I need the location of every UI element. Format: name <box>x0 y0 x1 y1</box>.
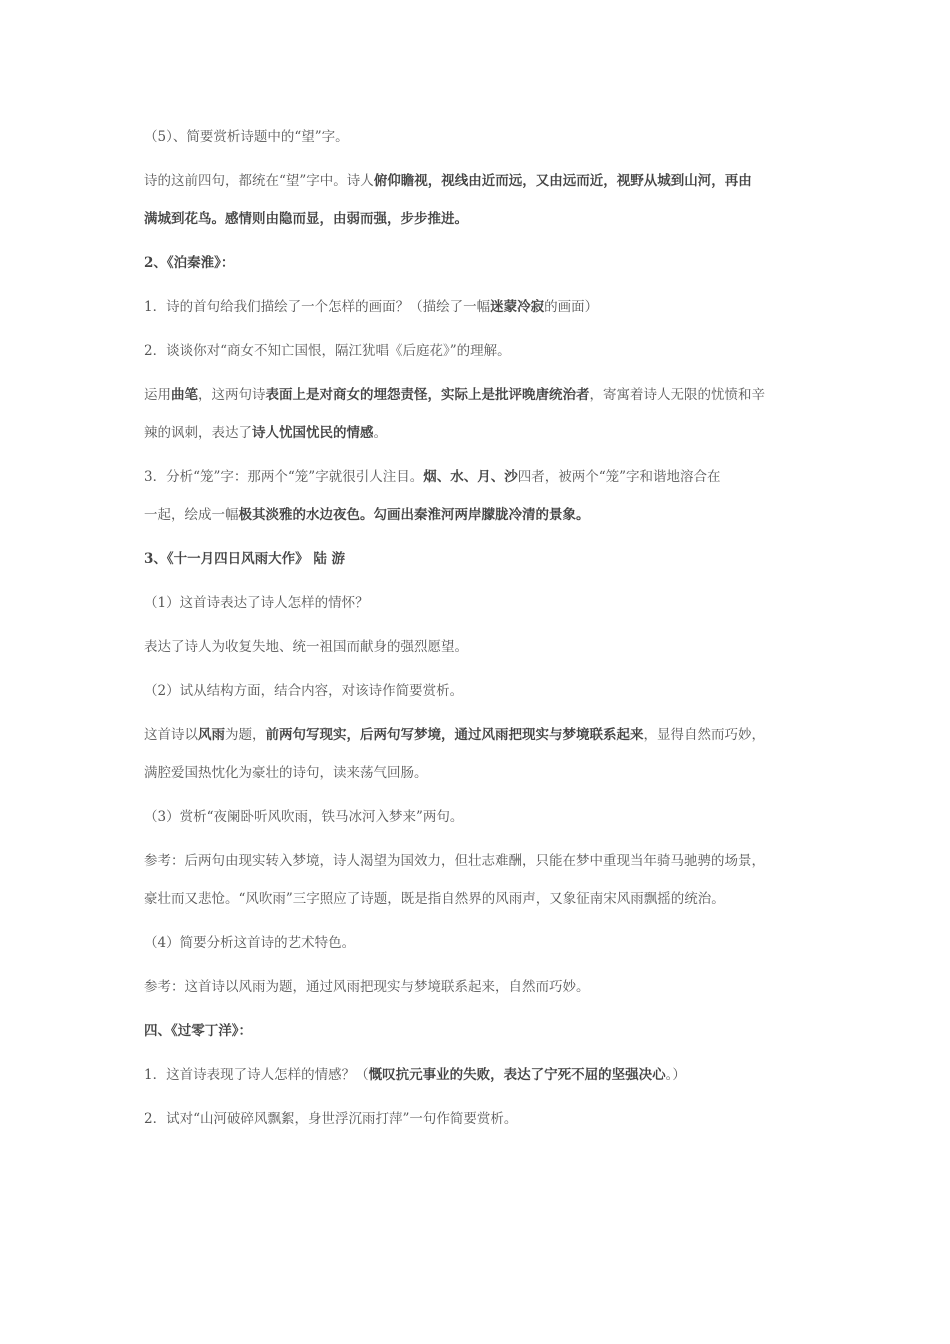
bold-text: 前两句写现实，后两句写梦境，通过风雨把现实与梦境联系起来 <box>265 727 644 743</box>
text-run: 。） <box>665 1067 686 1083</box>
document-paragraph <box>144 850 808 926</box>
bold-text: 表面上是对商女的埋怨责怪，实际上是批评晚唐统治者 <box>265 387 590 403</box>
bold-text: 极其淡雅的水边夜色。勾画出秦淮河两岸朦胧冷清的景象。 <box>238 507 590 523</box>
text-run: 3．分析“笼”字：那两个“笼”字就很引人注目。 <box>144 469 424 485</box>
bold-text: 满城到花鸟。感情则由隐而显，由弱而强，步步推进。 <box>144 211 468 227</box>
text-run: （5）、简要赏析诗题中的“望”字。 <box>144 129 349 145</box>
text-run: 诗的这前四句，都统在“望”字中。诗人 <box>144 173 374 189</box>
paragraph-row <box>144 170 808 208</box>
bold-text: 曲笔 <box>171 387 198 403</box>
text-run: 一起，绘成一幅 <box>144 507 239 523</box>
paragraph-row <box>144 384 808 422</box>
document-line <box>144 1020 808 1064</box>
paragraph-row <box>144 850 808 888</box>
document-paragraph <box>144 170 808 246</box>
paragraph-row <box>144 724 808 762</box>
text-run: 辣的讽刺，表达了 <box>144 425 252 441</box>
text-run: 豪壮而又悲怆。“风吹雨”三字照应了诗题，既是指自然界的风雨声，又象征南宋风雨飘摇的统治。 <box>144 891 725 907</box>
text-run: 四者，被两个“笼”字和谐地溶合在 <box>517 469 721 485</box>
document-paragraph <box>144 724 808 800</box>
text-run: 。 <box>373 425 387 441</box>
bold-text: 3、《十一月四日风雨大作》 陆 游 <box>144 551 346 567</box>
bold-text: 慨叹抗元事业的失败，表达了宁死不屈的坚强决心 <box>368 1067 666 1083</box>
text-run: 参考：后两句由现实转入梦境，诗人渴望为国效力，但壮志难酬，只能在梦中重现当年骑马驰骋的场景， <box>144 853 765 869</box>
text-run: 运用 <box>144 387 171 403</box>
document-line <box>144 1108 808 1152</box>
text-run: ，寄寓着诗人无限的忧愤和辛 <box>589 387 765 403</box>
document-line <box>144 806 808 850</box>
text-run: 1．这首诗表现了诗人怎样的情感？（ <box>144 1067 369 1083</box>
document-line <box>144 592 808 636</box>
bold-text: 诗人忧国忧民的情感 <box>252 425 374 441</box>
bold-text: 2、《泊秦淮》： <box>144 255 235 271</box>
text-run: ，这两句诗 <box>198 387 266 403</box>
text-run: （4）简要分析这首诗的艺术特色。 <box>144 935 356 951</box>
document-line <box>144 636 808 680</box>
document-line <box>144 680 808 724</box>
paragraph-row <box>144 422 808 460</box>
document-line <box>144 976 808 1020</box>
bold-text: 迷蒙冷寂 <box>490 299 545 315</box>
text-run: （1）这首诗表达了诗人怎样的情怀？ <box>144 595 369 611</box>
bold-text: 四、《过零丁洋》： <box>144 1023 252 1039</box>
bold-text: 俯仰瞻视，视线由近而远，又由远而近，视野从城到山河，再由 <box>373 173 752 189</box>
paragraph-row <box>144 888 808 926</box>
document-line <box>144 296 808 340</box>
text-run: 2．谈谈你对“商女不知亡国恨，隔江犹唱《后庭花》”的理解。 <box>144 343 511 359</box>
text-run: 表达了诗人为收复失地、统一祖国而献身的强烈愿望。 <box>144 639 468 655</box>
text-run: （3）赏析“夜阑卧听风吹雨，铁马冰河入梦来”两句。 <box>144 809 464 825</box>
document-paragraph <box>144 384 808 460</box>
bold-text: 烟、水、月、沙 <box>423 469 518 485</box>
document-line <box>144 340 808 384</box>
document-line <box>144 126 808 170</box>
text-run: 2．试对“山河破碎风飘絮，身世浮沉雨打萍”一句作简要赏析。 <box>144 1111 518 1127</box>
document-paragraph <box>144 466 808 542</box>
paragraph-row <box>144 504 808 542</box>
text-run: 参考：这首诗以风雨为题，通过风雨把现实与梦境联系起来，自然而巧妙。 <box>144 979 590 995</box>
paragraph-row <box>144 208 808 246</box>
document-body <box>144 126 808 1152</box>
document-line <box>144 548 808 592</box>
text-run: 1．诗的首句给我们描绘了一个怎样的画面？（描绘了一幅 <box>144 299 491 315</box>
document-line <box>144 252 808 296</box>
text-run: （2）试从结构方面，结合内容，对该诗作简要赏析。 <box>144 683 464 699</box>
text-run: 这首诗以 <box>144 727 198 743</box>
text-run: 满腔爱国热忱化为豪壮的诗句，读来荡气回肠。 <box>144 765 428 781</box>
paragraph-row <box>144 466 808 504</box>
document-line <box>144 1064 808 1108</box>
text-run: 的画面） <box>544 299 599 315</box>
bold-text: 风雨 <box>198 727 225 743</box>
paragraph-row <box>144 762 808 800</box>
text-run: ，显得自然而巧妙， <box>643 727 765 743</box>
text-run: 为题， <box>225 727 266 743</box>
document-line <box>144 932 808 976</box>
